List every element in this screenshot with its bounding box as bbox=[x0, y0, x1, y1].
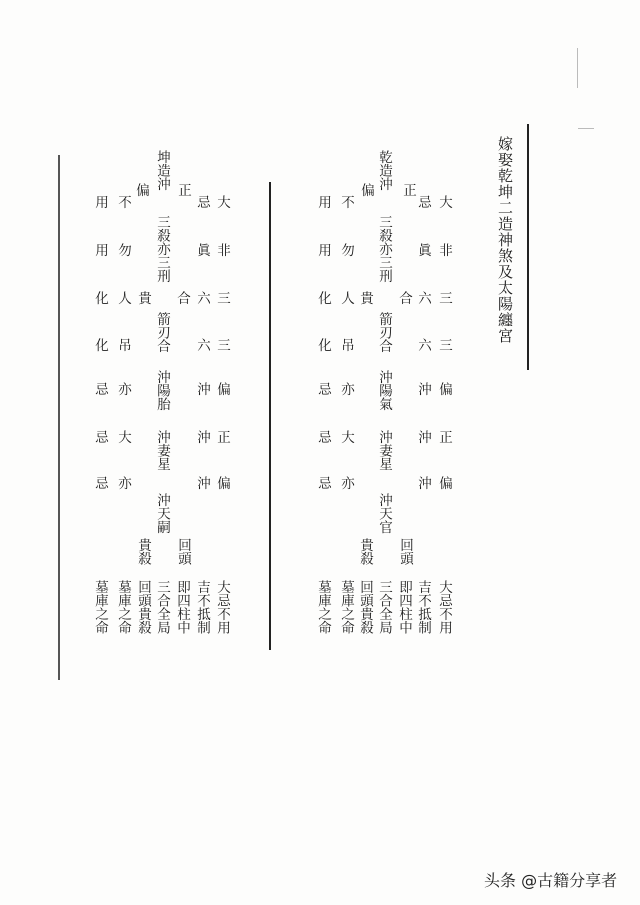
cell: 三合全局 bbox=[376, 580, 392, 634]
cell: 化 bbox=[315, 338, 331, 352]
cell: 即四柱中 bbox=[396, 580, 412, 634]
cell: 忌 bbox=[92, 476, 108, 490]
cell: 墓庫之命 bbox=[115, 580, 131, 634]
cell: 化 bbox=[315, 291, 331, 305]
cell: 墓庫之命 bbox=[338, 580, 354, 634]
left-margin-line bbox=[58, 155, 60, 680]
scan-mark bbox=[578, 128, 594, 129]
cell: 不 bbox=[115, 195, 131, 209]
cell: 忌 bbox=[315, 476, 331, 490]
label-pian: 偏 bbox=[133, 183, 149, 197]
cell: 眞 bbox=[194, 243, 210, 257]
cell: 化 bbox=[92, 338, 108, 352]
cell: 沖 bbox=[194, 382, 210, 396]
cell: 吉不抵制 bbox=[415, 580, 431, 634]
cell: 亦 bbox=[115, 382, 131, 396]
cell: 沖 bbox=[194, 430, 210, 444]
cell: 墓庫之命 bbox=[315, 580, 331, 634]
cell: 大忌不用 bbox=[436, 580, 452, 634]
cell: 用 bbox=[92, 195, 108, 209]
cell: 忌 bbox=[92, 430, 108, 444]
cell: 貴殺 bbox=[357, 538, 373, 565]
cell: 吊 bbox=[338, 338, 354, 352]
section-divider bbox=[269, 182, 271, 650]
cell: 正 bbox=[214, 430, 230, 444]
cell: 亦 bbox=[338, 476, 354, 490]
cell: 箭刃合 bbox=[376, 312, 392, 353]
cell: 沖妻星 bbox=[376, 430, 392, 471]
cell: 用 bbox=[92, 243, 108, 257]
cell: 六 bbox=[194, 338, 210, 352]
cell: 忌 bbox=[415, 195, 431, 209]
cell: 非 bbox=[436, 243, 452, 257]
cell: 非 bbox=[214, 243, 230, 257]
cell: 勿 bbox=[115, 243, 131, 257]
cell: 即四柱中 bbox=[174, 580, 190, 634]
cell: 忌 bbox=[315, 430, 331, 444]
cell: 三 bbox=[436, 291, 452, 305]
cell: 忌 bbox=[92, 382, 108, 396]
column-head: 坤造沖 bbox=[154, 150, 170, 191]
cell: 正 bbox=[436, 430, 452, 444]
cell: 沖陽氣 bbox=[376, 370, 392, 411]
cell: 合 bbox=[174, 291, 190, 305]
cell: 亦 bbox=[338, 382, 354, 396]
cell: 三合全局 bbox=[154, 580, 170, 634]
cell: 回頭貴殺 bbox=[357, 580, 373, 634]
cell: 沖 bbox=[415, 382, 431, 396]
cell: 偏 bbox=[214, 382, 230, 396]
cell: 大 bbox=[214, 195, 230, 209]
cell: 沖 bbox=[415, 430, 431, 444]
cell: 眞 bbox=[415, 243, 431, 257]
cell: 墓庫之命 bbox=[92, 580, 108, 634]
watermark: 头条 @古籍分享者 bbox=[484, 871, 618, 890]
cell: 人 bbox=[338, 291, 354, 305]
cell: 貴 bbox=[135, 291, 151, 305]
cell: 六 bbox=[194, 291, 210, 305]
cell: 偏 bbox=[214, 476, 230, 490]
cell: 貴殺 bbox=[135, 538, 151, 565]
cell: 合 bbox=[396, 291, 412, 305]
cell: 六 bbox=[415, 338, 431, 352]
cell: 三 bbox=[214, 291, 230, 305]
cell: 大 bbox=[338, 430, 354, 444]
cell: 亦 bbox=[115, 476, 131, 490]
cell: 箭刃合 bbox=[154, 312, 170, 353]
cell: 沖妻星 bbox=[154, 430, 170, 471]
cell: 忌 bbox=[315, 382, 331, 396]
cell: 用 bbox=[315, 195, 331, 209]
cell: 化 bbox=[92, 291, 108, 305]
cell: 三 bbox=[436, 338, 452, 352]
cell: 不 bbox=[338, 195, 354, 209]
page-title: 嫁娶乾坤二造神煞及太陽纏宮 bbox=[496, 136, 514, 344]
cell: 用 bbox=[315, 243, 331, 257]
cell: 偏 bbox=[436, 382, 452, 396]
cell: 沖 bbox=[415, 476, 431, 490]
label-zheng: 正 bbox=[175, 183, 191, 197]
scan-mark bbox=[577, 48, 578, 88]
cell: 沖天嗣 bbox=[154, 493, 170, 534]
label-zheng: 正 bbox=[400, 183, 416, 197]
column-head: 乾造沖 bbox=[376, 150, 392, 191]
cell: 偏 bbox=[436, 476, 452, 490]
cell: 六 bbox=[415, 291, 431, 305]
cell: 回頭 bbox=[397, 538, 413, 565]
cell: 勿 bbox=[338, 243, 354, 257]
cell: 忌 bbox=[194, 195, 210, 209]
cell: 沖陽胎 bbox=[154, 370, 170, 411]
cell: 吉不抵制 bbox=[194, 580, 210, 634]
cell: 三 bbox=[214, 338, 230, 352]
cell: 吊 bbox=[115, 338, 131, 352]
cell: 回頭貴殺 bbox=[135, 580, 151, 634]
cell: 回頭 bbox=[175, 538, 191, 565]
cell: 三殺亦三刑 bbox=[154, 215, 170, 283]
cell: 沖 bbox=[194, 476, 210, 490]
cell: 人 bbox=[115, 291, 131, 305]
cell: 沖天官 bbox=[376, 493, 392, 534]
cell: 貴 bbox=[357, 291, 373, 305]
cell: 三殺亦三刑 bbox=[376, 215, 392, 283]
title-rule bbox=[527, 124, 529, 370]
cell: 大忌不用 bbox=[214, 580, 230, 634]
label-pian: 偏 bbox=[358, 183, 374, 197]
cell: 大 bbox=[436, 195, 452, 209]
cell: 大 bbox=[115, 430, 131, 444]
